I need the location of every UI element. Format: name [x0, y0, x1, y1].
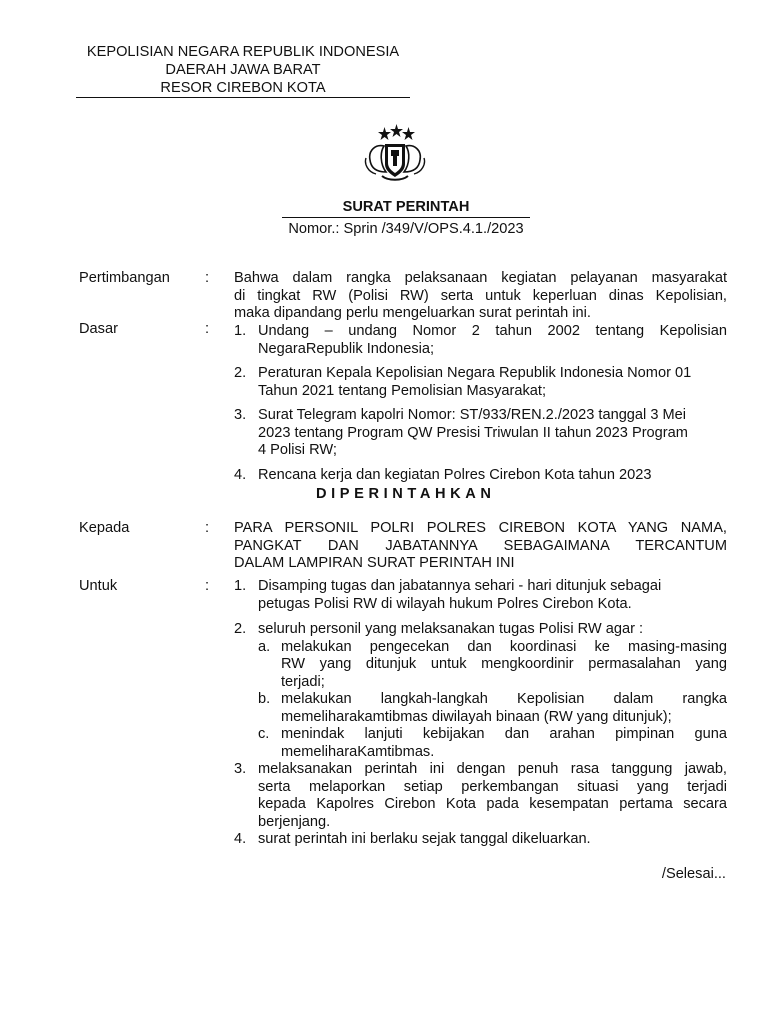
item-number: 2. — [234, 621, 247, 637]
text-line: melaksanakan perintah ini dengan penuh rasa tanggung jawab, — [258, 761, 727, 777]
item-number: 1. — [234, 578, 247, 594]
list-item — [234, 761, 727, 831]
item-number: 1. — [234, 323, 247, 339]
text-line: terjadi; — [281, 673, 325, 690]
colon: : — [205, 321, 210, 337]
text-line: kepada Kapolres Cirebon Kota pada kesempatan pertama secara — [258, 796, 727, 812]
text-line: 2023 tentang Program QW Presisi Triwulan II tahun 2023 Program — [258, 424, 688, 441]
text-line: Peraturan Kepala Kepolisian Negara Republik Indonesia Nomor 01 — [258, 365, 692, 381]
item-number: 3. — [234, 761, 247, 777]
text-line: Rencana kerja dan kegiatan Polres Cirebon Kota tahun 2023 — [258, 466, 652, 483]
text-line: Tahun 2021 tentang Pemolisian Masyarakat; — [258, 382, 546, 399]
text-line: RW yang ditunjuk untuk mengkoordinir permasalahan yang — [281, 656, 727, 672]
list-item — [234, 407, 727, 460]
section-heading-diperintahkan: DIPERINTAHKAN — [316, 486, 496, 502]
text-line: di tingkat RW (Polisi RW) serta untuk keperluan dinas Kepolisian, — [234, 287, 727, 304]
text-line: NegaraRepublik Indonesia; — [258, 340, 435, 357]
list-item — [234, 365, 727, 400]
pertimbangan-text — [234, 270, 727, 323]
sub-list-item — [258, 726, 727, 761]
document-number: Nomor.: Sprin /349/V/OPS.4.1./2023 — [288, 221, 524, 237]
text-line: DALAM LAMPIRAN SURAT PERINTAH INI — [234, 555, 515, 571]
kepada-text — [234, 520, 727, 573]
sub-list-item — [258, 639, 727, 692]
text-line: Undang – undang Nomor 2 tahun 2002 tentang Kepolisian — [258, 323, 727, 339]
letterhead-line-3: RESOR CIREBON KOTA — [76, 79, 410, 98]
text-line: serta melaporkan setiap perkembangan situasi yang terjadi — [258, 778, 727, 795]
dasar-list — [234, 323, 727, 484]
document-title-block — [282, 199, 530, 237]
letterhead-line-2: DAERAH JAWA BARAT — [165, 62, 321, 78]
text-line: PANGKAT DAN JABATANNYA SEBAGAIMANA TERCANTUM — [234, 537, 727, 554]
letterhead — [76, 43, 410, 98]
text-line: memeliharaKamtibmas. — [281, 743, 435, 760]
colon: : — [205, 520, 210, 536]
letterhead-line-1: KEPOLISIAN NEGARA REPUBLIK INDONESIA — [86, 44, 400, 60]
label-pertimbangan: Pertimbangan — [79, 270, 170, 286]
sub-item-letter: a. — [258, 638, 271, 655]
sub-item-letter: c. — [258, 726, 270, 742]
list-item — [234, 621, 727, 639]
item-number: 3. — [234, 407, 247, 423]
text-line: Surat Telegram kapolri Nomor: ST/933/REN.2./2023 tanggal 3 Mei — [258, 407, 687, 423]
list-item — [234, 831, 727, 849]
text-line: petugas Polisi RW di wilayah hukum Polres Cirebon Kota. — [258, 595, 632, 612]
colon: : — [205, 578, 210, 594]
text-line: Bahwa dalam rangka pelaksanaan kegiatan pelayanan masyarakat — [234, 270, 727, 286]
untuk-list — [234, 578, 727, 849]
label-kepada: Kepada — [79, 520, 130, 536]
sub-list-item — [258, 691, 727, 726]
label-dasar: Dasar — [79, 321, 118, 337]
text-line: surat perintah ini berlaku sejak tanggal dikeluarkan. — [258, 831, 591, 847]
sub-item-letter: b. — [258, 691, 271, 707]
document-title: SURAT PERINTAH — [282, 199, 530, 218]
item-number: 2. — [234, 365, 247, 381]
item-number: 4. — [234, 466, 247, 483]
text-line: melakukan pengecekan dan koordinasi ke masing-masing — [281, 638, 727, 655]
label-untuk: Untuk — [79, 578, 118, 594]
list-item — [234, 467, 727, 485]
colon: : — [205, 270, 210, 286]
text-line: maka dipandang perlu mengeluarkan surat perintah ini. — [234, 305, 591, 321]
closing-text: /Selesai... — [661, 866, 726, 882]
text-line: Disamping tugas dan jabatannya sehari - hari ditunjuk sebagai — [258, 578, 662, 594]
text-line: seluruh personil yang melaksanakan tugas Polisi RW agar : — [258, 621, 644, 637]
polri-emblem-icon — [360, 124, 430, 184]
item-number: 4. — [234, 831, 247, 847]
text-line: berjenjang. — [258, 813, 331, 830]
text-line: memeliharakamtibmas diwilayah binaan (RW yang ditunjuk); — [281, 708, 672, 725]
text-line: menindak lanjuti kebijakan dan arahan pimpinan guna — [281, 726, 727, 742]
text-line: 4 Polisi RW; — [258, 442, 337, 458]
text-line: PARA PERSONIL POLRI POLRES CIREBON KOTA YANG NAMA, — [234, 520, 727, 536]
list-item — [234, 578, 727, 613]
text-line: melakukan langkah-langkah Kepolisian dalam rangka — [281, 691, 727, 707]
list-item — [234, 323, 727, 358]
